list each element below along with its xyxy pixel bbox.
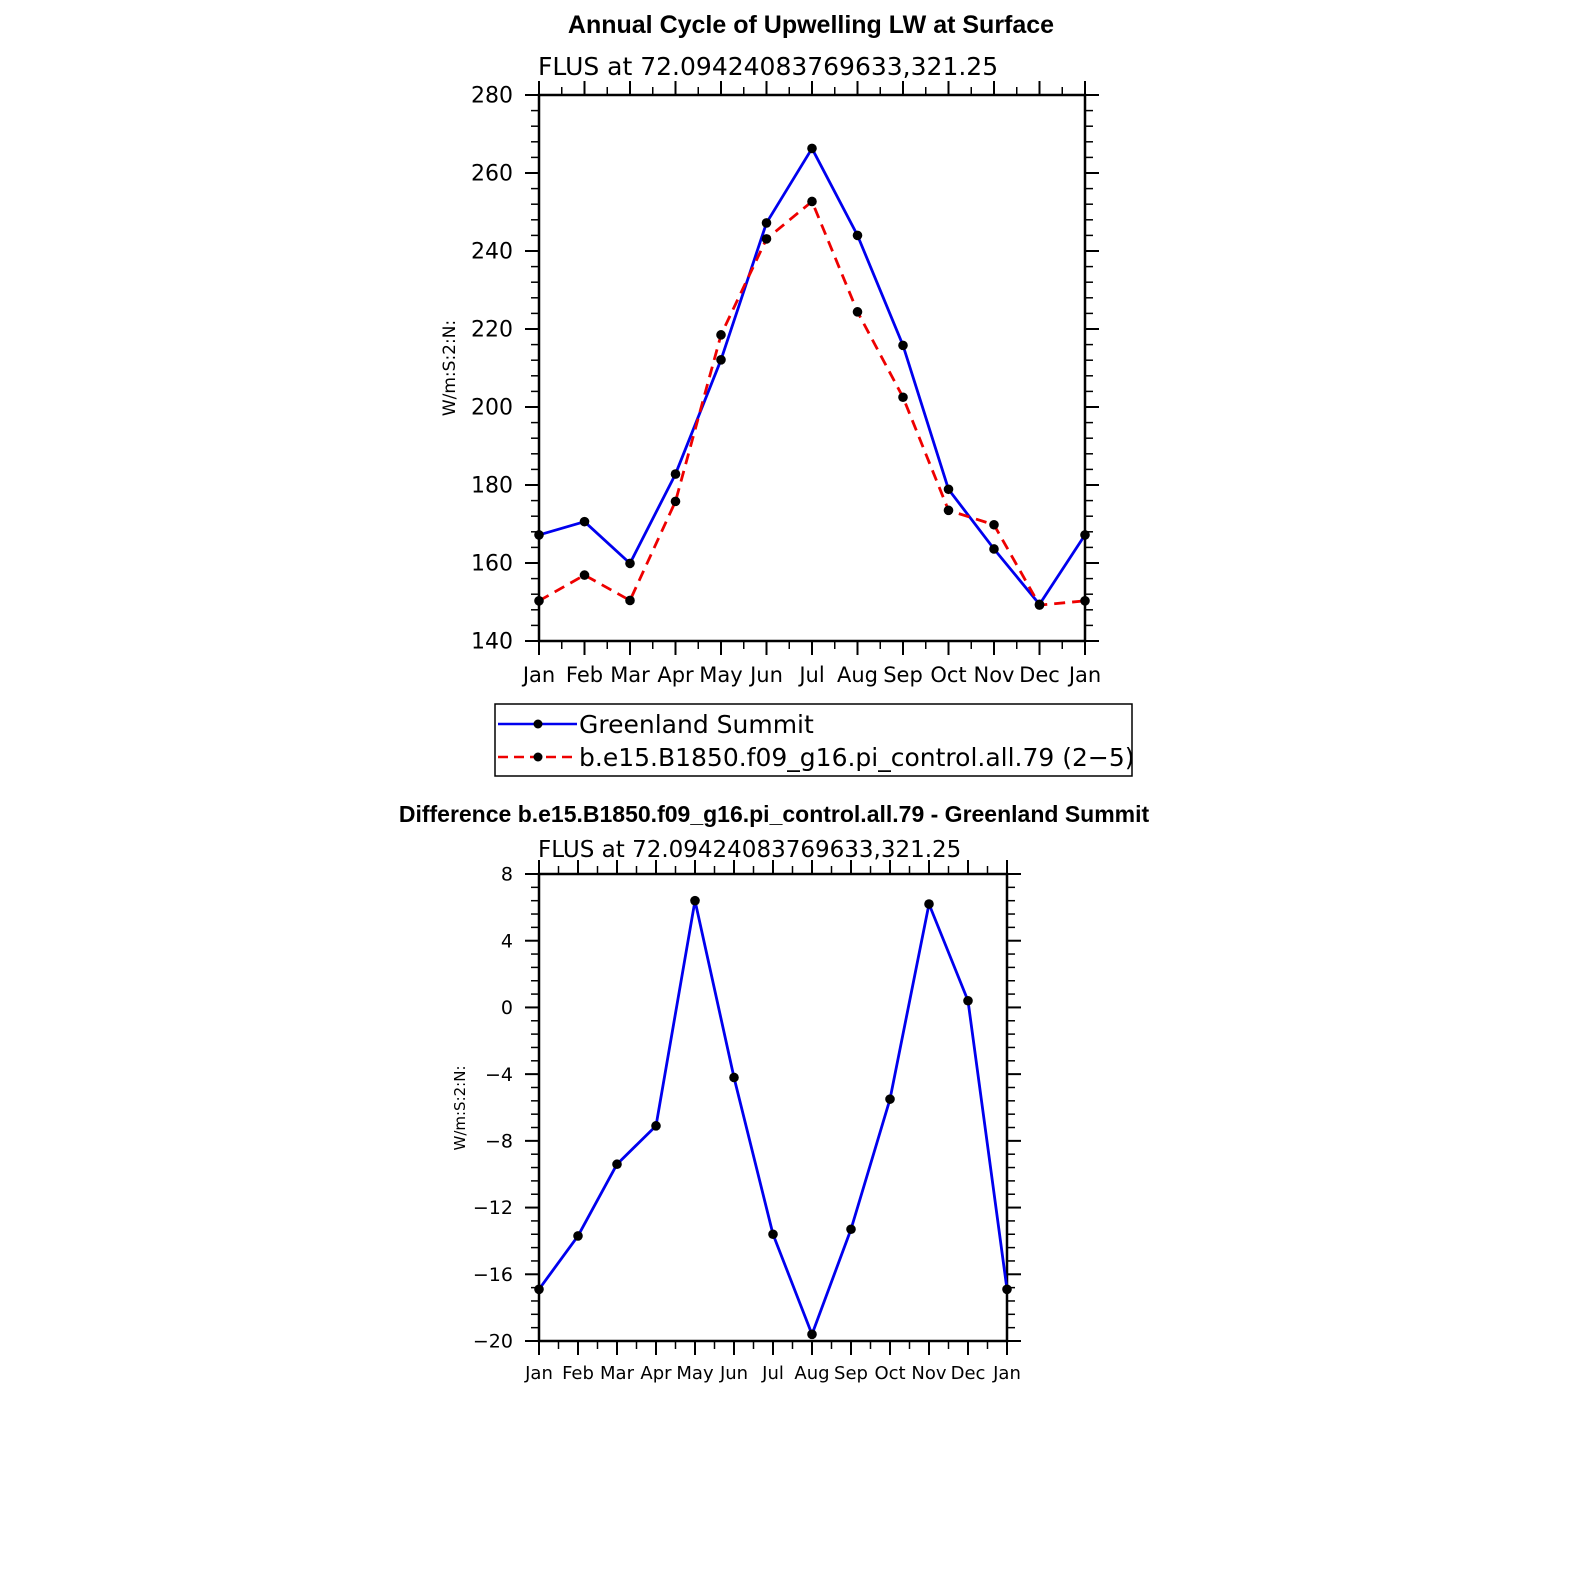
- y-tick-label: 220: [471, 317, 513, 343]
- data-point-series-1: [989, 520, 999, 530]
- data-point-series-0: [762, 218, 772, 228]
- x-tick-label: Apr: [657, 663, 694, 687]
- data-point-series-0: [963, 996, 973, 1006]
- x-tick-label: Aug: [836, 663, 879, 687]
- difference-chart: [399, 801, 1150, 1384]
- x-tick-label: Sep: [883, 663, 923, 687]
- y-tick-label: 8: [500, 863, 513, 886]
- data-point-series-0: [944, 484, 954, 494]
- series-line-1: [539, 201, 1085, 605]
- data-point-series-0: [573, 1231, 583, 1241]
- y-tick-label: −16: [472, 1263, 513, 1286]
- x-tick-label: May: [676, 1363, 714, 1384]
- x-tick-label: Feb: [565, 663, 604, 687]
- data-point-series-1: [580, 570, 590, 580]
- y-tick-label: −4: [484, 1063, 513, 1086]
- x-tick-label: Jul: [799, 663, 825, 687]
- data-point-series-0: [1002, 1284, 1012, 1294]
- legend: [495, 704, 1135, 776]
- y-tick-label: 160: [471, 551, 513, 577]
- data-point-series-0: [807, 144, 817, 154]
- x-tick-label: Nov: [973, 663, 1015, 687]
- data-point-series-0: [534, 530, 544, 540]
- x-tick-label: Jan: [522, 663, 556, 687]
- y-tick-label: 140: [471, 629, 513, 655]
- data-point-series-0: [898, 341, 908, 351]
- y-tick-label: −12: [472, 1197, 513, 1220]
- data-point-series-0: [989, 544, 999, 554]
- data-point-series-0: [716, 355, 726, 365]
- data-point-series-1: [807, 197, 817, 207]
- annual-cycle-chart: [440, 11, 1135, 776]
- y-tick-label: 280: [471, 83, 513, 109]
- data-point-series-0: [846, 1224, 856, 1234]
- data-point-series-0: [534, 1284, 544, 1294]
- x-tick-label: Oct: [930, 663, 967, 687]
- data-point-series-0: [1080, 530, 1090, 540]
- series-line-0: [539, 901, 1007, 1335]
- data-point-series-0: [729, 1073, 739, 1083]
- data-point-series-0: [625, 559, 635, 569]
- x-tick-label: Aug: [794, 1363, 830, 1384]
- y-tick-label: 4: [500, 930, 513, 953]
- data-point-series-0: [807, 1330, 817, 1340]
- x-tick-label: Oct: [874, 1363, 906, 1384]
- y-tick-label: −8: [484, 1130, 513, 1153]
- x-tick-label: Nov: [911, 1363, 947, 1384]
- data-point-series-1: [762, 234, 772, 244]
- x-tick-label: Jan: [525, 1363, 553, 1384]
- legend-marker-pi-control: [534, 753, 543, 762]
- x-tick-label: Jun: [750, 663, 783, 687]
- legend-marker-greenland-summit: [534, 720, 543, 729]
- x-tick-label: Dec: [950, 1363, 986, 1384]
- data-point-series-0: [580, 517, 590, 527]
- y-tick-label: 180: [471, 473, 513, 499]
- legend-label-greenland-summit: Greenland Summit: [579, 710, 814, 739]
- data-point-series-1: [716, 330, 726, 340]
- data-point-series-1: [1035, 600, 1045, 610]
- data-point-series-1: [853, 307, 863, 317]
- data-point-series-1: [625, 596, 635, 606]
- series-line-0: [539, 148, 1085, 604]
- data-point-series-0: [924, 899, 934, 909]
- data-point-series-0: [671, 469, 681, 479]
- y-axis-label: W/m:S:2:N:: [440, 319, 460, 417]
- x-tick-label: Feb: [562, 1363, 594, 1384]
- x-tick-label: Sep: [834, 1363, 868, 1384]
- x-tick-label: Apr: [640, 1363, 672, 1384]
- data-point-series-1: [671, 497, 681, 507]
- plot-frame: [539, 874, 1007, 1341]
- chart-subtitle: FLUS at 72.09424083769633,321.25: [538, 52, 999, 81]
- y-tick-label: −20: [472, 1330, 513, 1353]
- data-point-series-1: [1080, 596, 1090, 606]
- data-point-series-1: [534, 596, 544, 606]
- x-tick-label: Dec: [1019, 663, 1060, 687]
- chart-title: Annual Cycle of Upwelling LW at Surface: [567, 11, 1055, 39]
- data-point-series-0: [690, 896, 700, 906]
- y-tick-label: 200: [471, 395, 513, 421]
- y-tick-label: 0: [500, 997, 513, 1020]
- x-tick-label: Mar: [610, 663, 650, 687]
- data-point-series-1: [898, 392, 908, 402]
- data-point-series-1: [944, 506, 954, 516]
- y-tick-label: 260: [471, 161, 513, 187]
- x-tick-label: May: [699, 663, 743, 687]
- y-axis-label: W/m:S:2:N:: [451, 1065, 469, 1151]
- x-tick-label: Jun: [719, 1363, 749, 1384]
- chart-title: Difference b.e15.B1850.f09_g16.pi_control.all.79 - Greenland Summit: [398, 801, 1150, 827]
- x-tick-label: Jan: [993, 1363, 1021, 1384]
- data-point-series-0: [885, 1094, 895, 1104]
- x-tick-label: Jan: [1068, 663, 1102, 687]
- x-tick-label: Jul: [762, 1363, 784, 1384]
- chart-subtitle: FLUS at 72.09424083769633,321.25: [538, 837, 962, 863]
- x-tick-label: Mar: [600, 1363, 634, 1384]
- data-point-series-0: [768, 1229, 778, 1239]
- y-tick-label: 240: [471, 239, 513, 265]
- data-point-series-0: [651, 1121, 661, 1131]
- legend-label-pi-control: b.e15.B1850.f09_g16.pi_control.all.79 (2−5): [579, 743, 1135, 772]
- data-point-series-0: [612, 1159, 622, 1169]
- data-point-series-0: [853, 231, 863, 241]
